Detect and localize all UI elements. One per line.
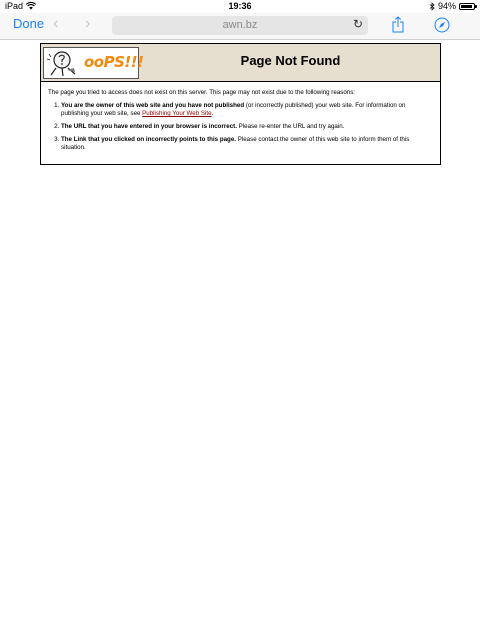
logo-text: ooPS!!! <box>84 53 144 71</box>
compass-icon <box>434 17 450 33</box>
publishing-link[interactable]: Publishing Your Web Site <box>142 110 212 117</box>
reason-item <box>61 123 433 131</box>
browser-toolbar <box>0 13 480 40</box>
reason-text: (or incorrectly published) your web site. For information on publishing your web site, see <box>61 102 406 117</box>
reload-icon[interactable]: ↻ <box>352 17 363 31</box>
battery-icon <box>459 3 475 10</box>
status-right <box>429 1 475 11</box>
status-time: 19:36 <box>228 1 252 11</box>
address-bar[interactable] <box>112 16 368 35</box>
bluetooth-icon <box>429 2 435 11</box>
error-header <box>41 44 440 82</box>
reason-text: Please contact the owner of this web site to inform them of this situation. <box>61 136 410 151</box>
oops-logo <box>43 47 144 79</box>
battery-fill <box>461 5 472 8</box>
error-content <box>48 89 433 157</box>
forward-button[interactable]: › <box>85 15 91 32</box>
reason-bold: You are the owner of this web site and you have not published <box>61 102 245 109</box>
reason-list <box>48 102 433 152</box>
reason-suffix: . <box>211 110 214 117</box>
done-button[interactable]: Done <box>13 16 45 31</box>
share-icon <box>392 16 404 33</box>
error-page-frame <box>40 43 441 165</box>
share-button[interactable] <box>392 16 404 38</box>
reason-bold: The URL that you have entered in your browser is incorrect. <box>61 123 237 130</box>
status-bar <box>0 0 480 13</box>
reason-bold: The Link that you clicked on incorrectly points to this page. <box>61 136 236 143</box>
reason-item <box>61 102 433 118</box>
page-title: Page Not Found <box>240 53 341 68</box>
device-label: iPad <box>5 1 24 11</box>
battery-percent: 94% <box>437 1 456 11</box>
url-text: awn.bz <box>222 19 258 31</box>
reason-text: Please re-enter the URL and try again. <box>236 123 345 130</box>
back-button[interactable]: ‹ <box>53 15 59 32</box>
compass-button[interactable] <box>434 17 450 38</box>
reason-item <box>61 136 433 152</box>
intro-text: The page you tried to access does not exist on this server. This page may not exist due to the following reasons: <box>48 89 356 96</box>
confused-figure-icon <box>45 48 83 78</box>
